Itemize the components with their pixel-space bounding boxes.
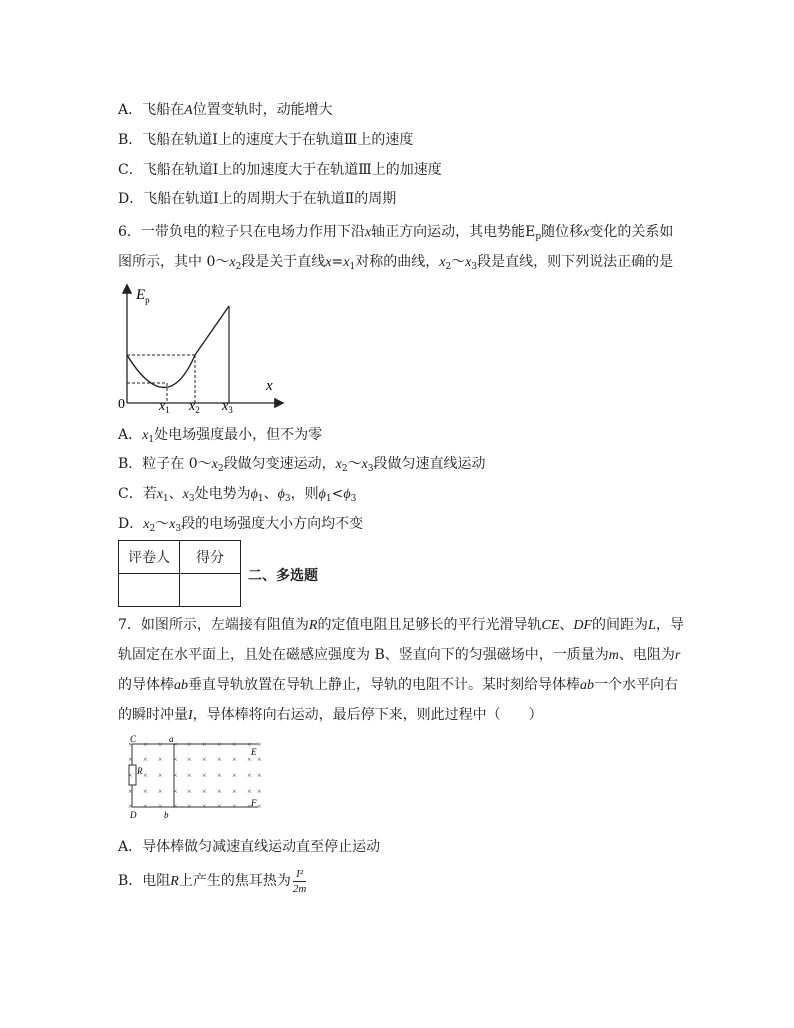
field-x-mark: × xyxy=(187,802,192,811)
field-x-mark: × xyxy=(257,802,262,811)
q7-stem-line2: 轨固定在水平面上，且处在磁感应强度为 B、竖直向下的匀强磁场中，一质量为m、电阻为r xyxy=(118,647,681,663)
q5-option-a: A．飞船在A位置变轨时，动能增大 xyxy=(118,102,333,118)
q5-option-d: D．飞船在轨道Ⅰ上的周期大于在轨道Ⅱ的周期 xyxy=(118,191,397,207)
score-table-header-score: 得分 xyxy=(180,541,241,574)
field-x-mark: × xyxy=(128,787,133,796)
q7-stem-line4: 的瞬时冲量I，导体棒将向右运动，最后停下来，则此过程中（ ） xyxy=(118,707,543,723)
field-x-mark: × xyxy=(158,802,163,811)
field-x-mark: × xyxy=(202,787,207,796)
label-a: a xyxy=(169,734,174,744)
field-x-mark: × xyxy=(187,787,192,796)
field-x-mark: × xyxy=(232,755,237,764)
label-b: b xyxy=(164,810,169,820)
field-x-mark: × xyxy=(143,771,148,780)
origin-label: 0 xyxy=(118,397,125,412)
score-table-header-grader: 评卷人 xyxy=(119,541,180,574)
q7-stem-line3: 的导体棒ab垂直导轨放置在导轨上静止，导轨的电阻不计。某时刻给导体棒ab一个水平向右 xyxy=(118,677,678,693)
field-x-mark: × xyxy=(187,740,192,749)
field-x-mark: × xyxy=(173,740,178,749)
field-x-mark: × xyxy=(202,755,207,764)
field-x-mark: × xyxy=(232,802,237,811)
ep-line-segment xyxy=(195,306,229,355)
q6-option-c: C．若$x_1$、$x_3$处电势为$\phi_1$、$\phi_3$，则$\phi_1<\phi_3$ xyxy=(118,486,357,504)
field-x-mark: × xyxy=(173,771,178,780)
q6-option-a: A．$x_1$处电场强度最小，但不为零 xyxy=(118,427,323,445)
q6-stem-line2: 图所示，其中 $0\sim x_2$段是关于直线$x=x_1$对称的曲线，$x_2\sim x_3$段是直线，则下列说法正确的是 xyxy=(118,254,674,272)
field-x-mark: × xyxy=(217,802,222,811)
label-d: D xyxy=(130,810,137,820)
section-title: 二、多选题 xyxy=(248,568,318,584)
q6-stem-line1: 6．一带负电的粒子只在电场力作用下沿x轴正方向运动，其电势能$E_p$随位移x变化的关系如 xyxy=(118,224,674,242)
field-x-mark: × xyxy=(143,755,148,764)
field-x-mark: × xyxy=(143,740,148,749)
field-x-mark: × xyxy=(232,740,237,749)
field-x-mark: × xyxy=(257,771,262,780)
field-x-mark: × xyxy=(202,771,207,780)
field-x-mark: × xyxy=(247,787,252,796)
field-x-mark: × xyxy=(158,740,163,749)
q7-stem-line1: 7．如图所示，左端接有阻值为R的定值电阻且足够长的平行光滑导轨CE、DF的间距为L，导 xyxy=(118,617,684,633)
field-x-mark: × xyxy=(247,802,252,811)
score-table-score-cell[interactable] xyxy=(180,574,241,607)
q5-option-b: B．飞船在轨道Ⅰ上的速度大于在轨道Ⅲ上的速度 xyxy=(118,132,414,148)
label-c: C xyxy=(130,734,137,744)
field-x-mark: × xyxy=(128,755,133,764)
field-x-mark: × xyxy=(143,787,148,796)
field-x-mark: × xyxy=(257,755,262,764)
field-x-mark: × xyxy=(173,787,178,796)
x-axis-label: x xyxy=(266,378,273,394)
field-x-mark: × xyxy=(128,740,133,749)
q5-option-c: C．飞船在轨道Ⅰ上的加速度大于在轨道Ⅲ上的加速度 xyxy=(118,162,442,178)
field-x-mark: × xyxy=(247,755,252,764)
q6-option-b: B．粒子在 $0\sim x_2$段做匀变速运动，$x_2\sim x_3$段做匀速直线运动 xyxy=(118,456,486,474)
field-x-mark: × xyxy=(217,787,222,796)
field-x-mark: × xyxy=(173,802,178,811)
q7-option-a: A．导体棒做匀减速直线运动直至停止运动 xyxy=(118,839,381,855)
field-x-mark: × xyxy=(158,787,163,796)
magnetic-field-marks xyxy=(128,740,262,811)
field-x-mark: × xyxy=(217,755,222,764)
field-x-mark: × xyxy=(128,771,133,780)
field-x-mark: × xyxy=(217,740,222,749)
label-e: E xyxy=(251,747,257,757)
q7-option-b: B．电阻R上产生的焦耳热为 $\frac{\text{I²}}{2m}$ xyxy=(118,867,307,895)
field-x-mark: × xyxy=(202,740,207,749)
field-x-mark: × xyxy=(128,802,133,811)
field-x-mark: × xyxy=(257,740,262,749)
rail-diagram xyxy=(118,733,268,823)
field-x-mark: × xyxy=(187,755,192,764)
label-f: F xyxy=(251,798,257,808)
score-table xyxy=(118,540,241,607)
label-r: R xyxy=(137,766,143,776)
field-x-mark: × xyxy=(143,802,148,811)
field-x-mark: × xyxy=(247,771,252,780)
field-x-mark: × xyxy=(232,787,237,796)
ep-x-graph xyxy=(110,280,290,420)
tick-x3: $x_3$ xyxy=(222,399,233,415)
field-x-mark: × xyxy=(232,771,237,780)
tick-x2: $x_2$ xyxy=(189,399,200,415)
field-x-mark: × xyxy=(257,787,262,796)
field-x-mark: × xyxy=(247,740,252,749)
field-x-mark: × xyxy=(173,755,178,764)
score-table-grader-cell[interactable] xyxy=(119,574,180,607)
field-x-mark: × xyxy=(187,771,192,780)
y-axis-label: $E_p$ xyxy=(136,287,150,305)
field-x-mark: × xyxy=(202,802,207,811)
q6-option-d: D．$x_2\sim x_3$段的电场强度大小方向均不变 xyxy=(118,516,364,534)
fraction: $\frac{\text{I²}}{2m}$ xyxy=(292,867,307,895)
field-x-mark: × xyxy=(158,755,163,764)
field-x-mark: × xyxy=(158,771,163,780)
tick-x1: $x_1$ xyxy=(159,399,170,415)
field-x-mark: × xyxy=(217,771,222,780)
